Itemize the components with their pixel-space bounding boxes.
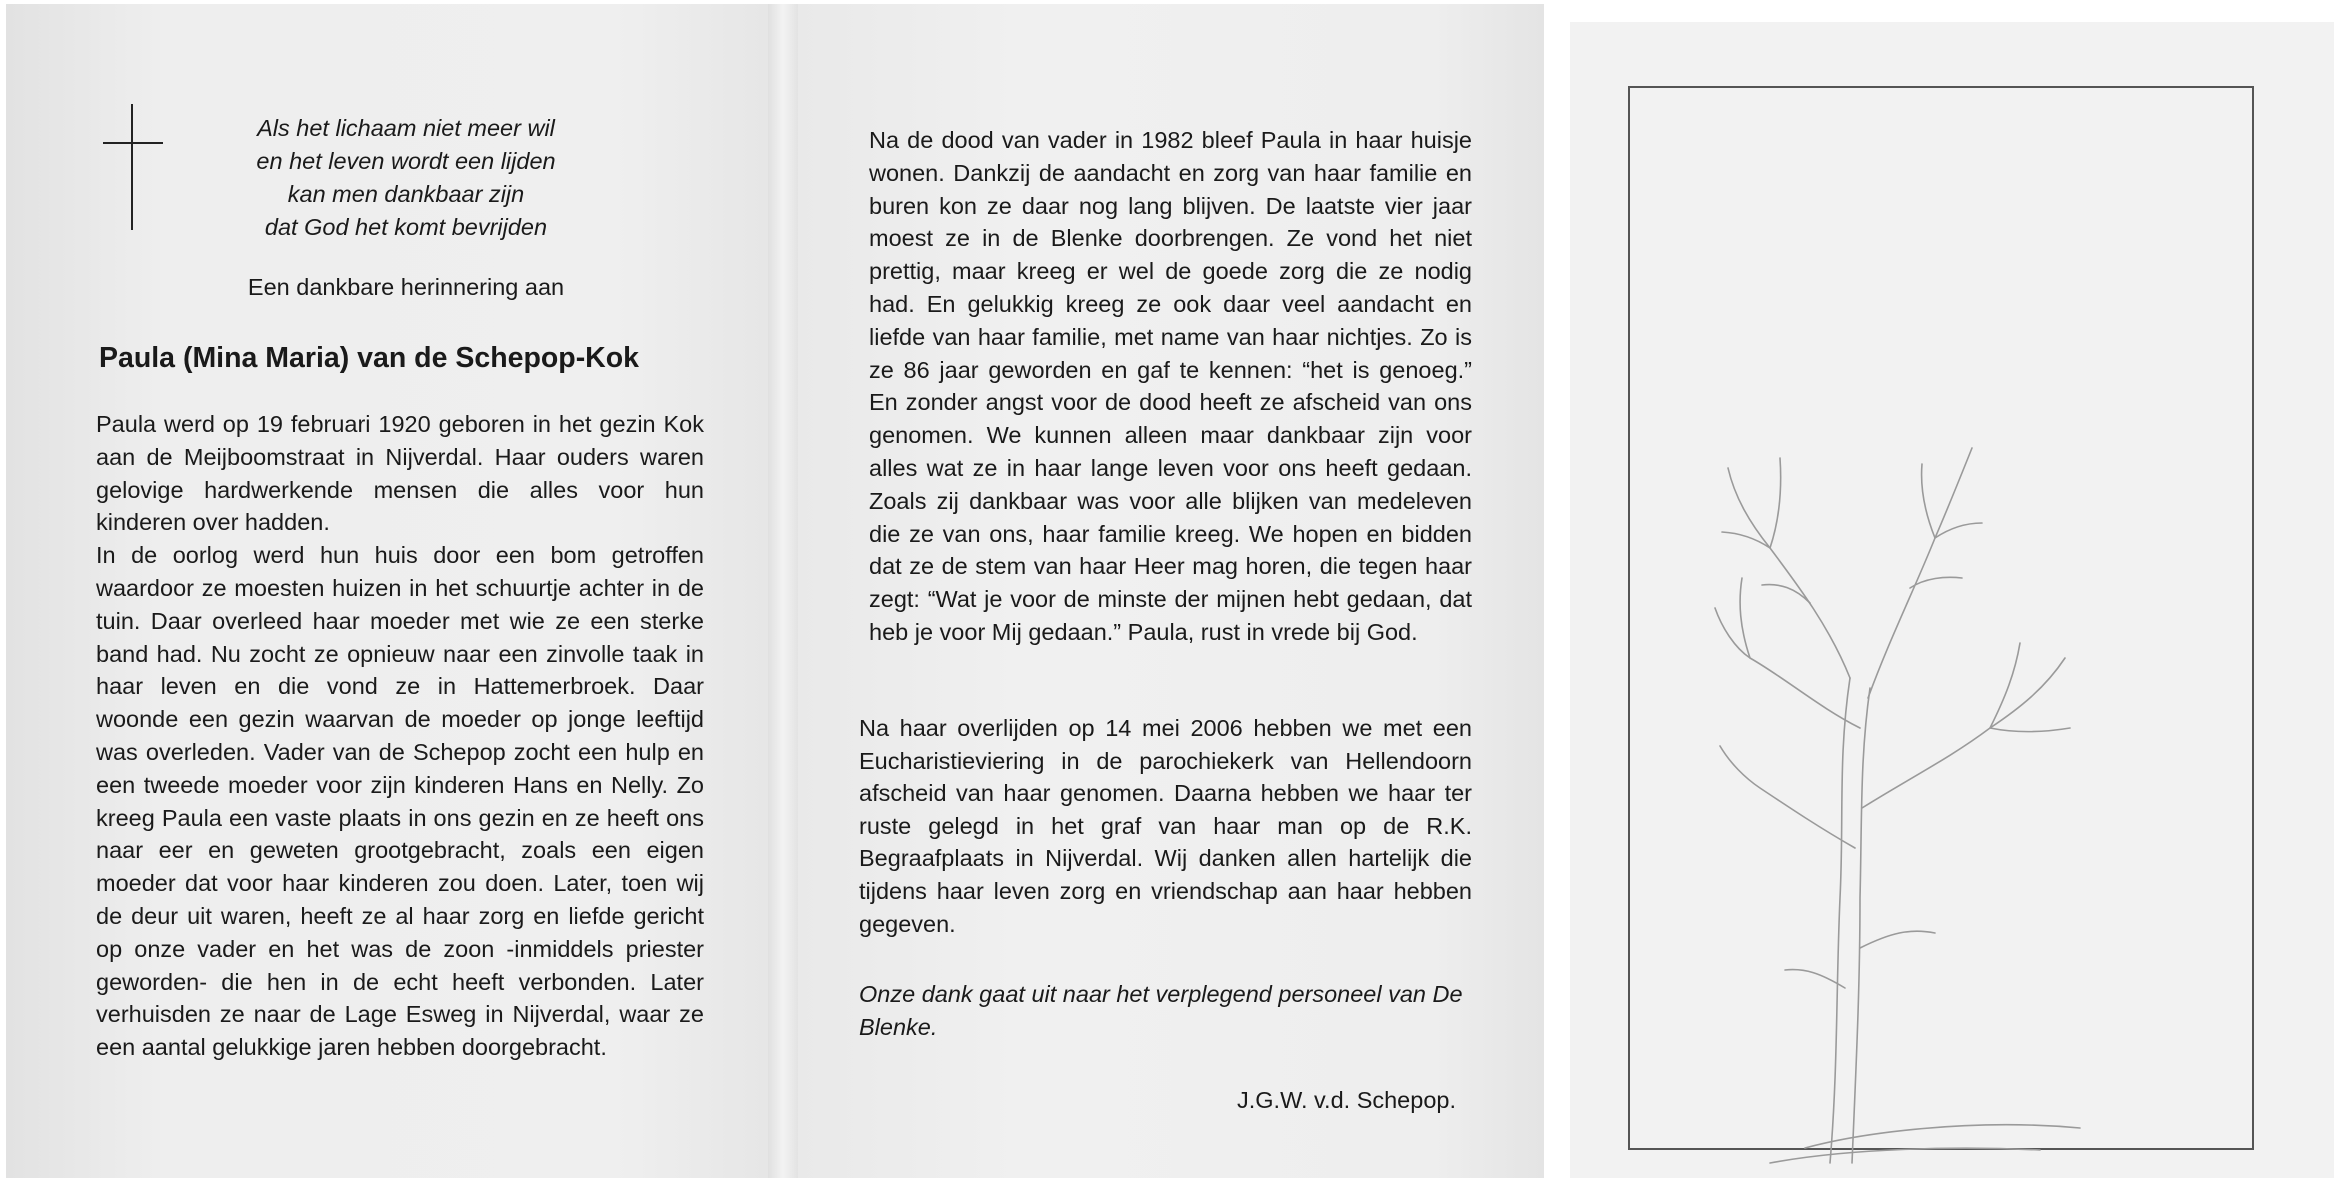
tree-drawing [1710, 428, 2110, 1168]
bio-paragraph: Paula werd op 19 februari 1920 geboren in het gezin Kok aan de Meijboomstraat in Nijverdal. Haar ouders waren gelovige hardwerkende mensen die alles voor hun kinderen over hadden. [96, 411, 704, 536]
middle-paragraph-2: Na haar overlijden op 14 mei 2006 hebben we met een Eucharistieviering in de parochiekerk van Hellendoorn afscheid van haar genomen. Daarna hebben we haar ter ruste gelegd in het graf van haar man op de R.K. Begraafplaats in Nijverdal. Wij danken allen hartelijk die tijdens haar leven zorg en vriendschap aan haar hebben gegeven. [859, 715, 1472, 937]
border-frame [1628, 86, 2254, 1150]
middle-paragraph-1: Na de dood van vader in 1982 bleef Paula in haar huisje wonen. Dankzij de aandacht en zorg van haar familie en buren kon ze daar nog lang blijven. De laatste vier jaar moest ze in de Blenke doorbrengen. Ze vond het niet prettig, maar kreeg er wel de goede zorg die ze nodig had. En gelukkig kreeg ze ook daar veel aandacht en liefde van haar familie, met name van haar nichtjes. Zo is ze 86 jaar geworden en gaf te kennen: “het is genoeg.” En zonder angst voor de dood heeft ze afscheid van ons genomen. We kunnen alleen maar dankbaar zijn voor alles wat ze in haar lange leven voor ons heeft gedaan. Zoals zij dankbaar was voor alle blijken van medeleven die ze van ons, haar familie kreeg. We hopen en bidden dat ze de stem van haar Heer mag horen, die tegen haar zegt: “Wat je voor de minste der mijnen hebt gedaan, dat heb je voor Mij gedaan.” Paula, rust in vrede bij God. [869, 127, 1472, 645]
thanks-note: Onze dank gaat uit naar het verplegend personeel van De Blenke. [859, 981, 1463, 1040]
memorial-card-back [1570, 22, 2334, 1178]
signature: J.G.W. v.d. Schepop. [1237, 1087, 1456, 1113]
card-fold [768, 4, 798, 1178]
biography [96, 408, 704, 1064]
poem [156, 112, 656, 244]
poem-line: kan men dankbaar zijn [287, 181, 525, 207]
poem-line: dat God het komt bevrijden [264, 214, 548, 240]
deceased-name: Paula (Mina Maria) van de Schepop-Kok [99, 342, 640, 374]
bio-paragraph: In de oorlog werd hun huis door een bom getroffen waardoor ze moesten huizen in het schuurtje achter in de tuin. Daar overleed haar moeder met wie ze een sterke band had. Nu zocht ze opnieuw naar een zinvolle taak in haar leven en die vond ze in Hattemerbroek. Daar woonde een gezin waarvan de moeder op jonge leeftijd was overleden. Vader van de Schepop zocht een hulp en een tweede moeder voor zijn kinderen Hans en Nelly. Zo kreeg Paula een vaste plaats in ons gezin en ze heeft ons naar eer en geweten grootgebracht, zoals een eigen moeder dat voor haar kinderen zou doen. Later, toen wij de deur uit waren, heeft ze al haar zorg en liefde gericht op onze vader en het was de zoon -inmiddels priester geworden- die hen in de echt heeft verbonden. Later verhuisden ze naar de Lage Esweg in Nijverdal, waar ze een aantal gelukkige jaren hebben doorgebracht. [96, 542, 704, 1061]
intro-text: Een dankbare herinnering aan [247, 274, 565, 300]
poem-line: Als het lichaam niet meer wil [257, 115, 555, 141]
poem-line: en het leven wordt een lijden [256, 148, 556, 174]
memorial-card-inside [6, 4, 1544, 1178]
